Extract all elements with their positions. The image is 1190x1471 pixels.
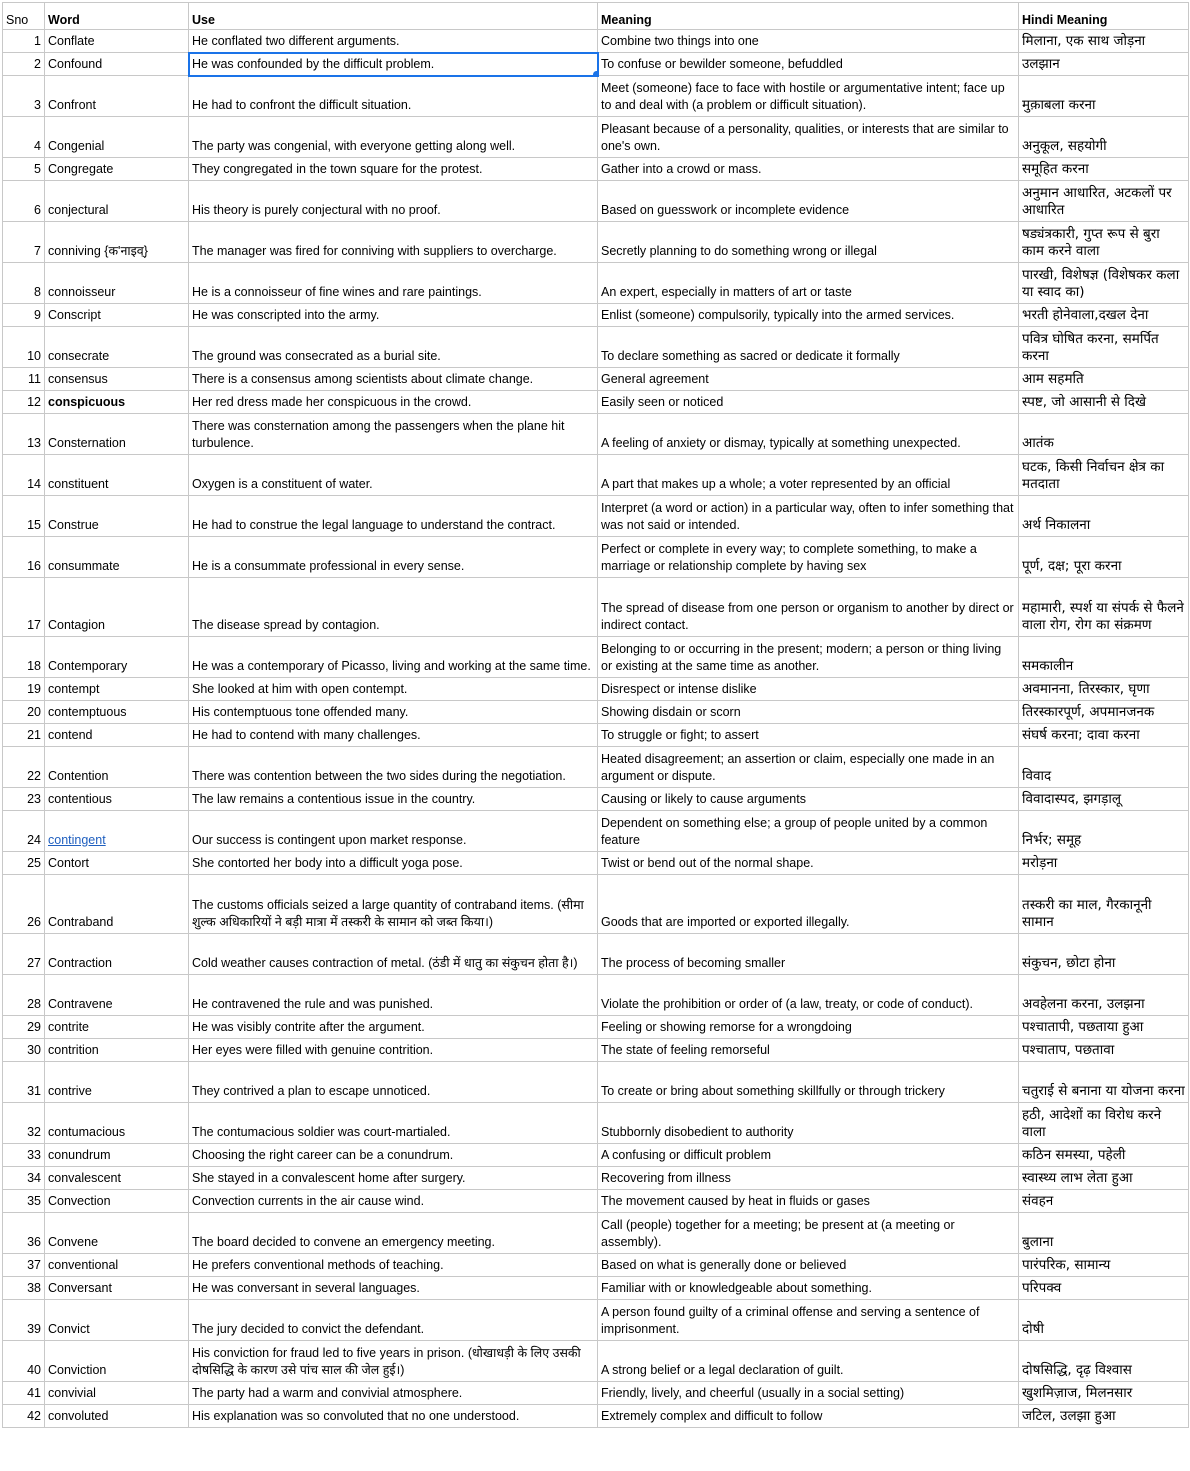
cell-word[interactable]: consecrate [45,327,189,368]
table-row [3,496,1189,537]
cell-word[interactable]: conjectural [45,181,189,222]
table-row [3,637,1189,678]
cell-use[interactable]: Convection currents in the air cause wind. [189,1190,598,1213]
header-word[interactable]: Word [45,3,189,30]
table-row [3,788,1189,811]
cell-use[interactable]: The party had a warm and convivial atmosphere. [189,1382,598,1405]
cell-use[interactable]: He was conscripted into the army. [189,304,598,327]
cell-sno[interactable]: 27 [3,934,45,975]
cell-sno[interactable]: 11 [3,368,45,391]
cell-hindi-meaning[interactable]: पारखी, विशेषज्ञ (विशेषकर कला या स्वाद का) [1019,263,1189,304]
cell-use[interactable]: The board decided to convene an emergency meeting. [189,1213,598,1254]
cell-use[interactable]: He had to contend with many challenges. [189,724,598,747]
table-row [3,1167,1189,1190]
cell-hindi-meaning[interactable]: स्पष्ट, जो आसानी से दिखे [1019,391,1189,414]
header-hindi-meaning[interactable]: Hindi Meaning [1019,3,1189,30]
cell-sno[interactable]: 19 [3,678,45,701]
cell-sno[interactable]: 25 [3,852,45,875]
cell-hindi-meaning[interactable]: पूर्ण, दक्ष; पूरा करना [1019,537,1189,578]
cell-use[interactable]: She stayed in a convalescent home after surgery. [189,1167,598,1190]
table-row [3,263,1189,304]
cell-sno[interactable]: 7 [3,222,45,263]
cell-hindi-meaning[interactable]: संघर्ष करना; दावा करना [1019,724,1189,747]
cell-meaning[interactable]: Based on what is generally done or believed [598,1254,1019,1277]
cell-word[interactable]: Convict [45,1300,189,1341]
cell-use[interactable]: He prefers conventional methods of teaching. [189,1254,598,1277]
cell-hindi-meaning[interactable]: संकुचन, छोटा होना [1019,934,1189,975]
cell-meaning[interactable]: Showing disdain or scorn [598,701,1019,724]
table-row [3,1382,1189,1405]
cell-sno[interactable]: 5 [3,158,45,181]
cell-use[interactable]: Our success is contingent upon market response. [189,811,598,852]
cell-meaning[interactable]: Meet (someone) face to face with hostile or argumentative intent; face up to and deal with (a problem or difficult situation). [598,76,1019,117]
cell-word[interactable]: Contraband [45,875,189,934]
cell-sno[interactable]: 37 [3,1254,45,1277]
cell-sno[interactable]: 3 [3,76,45,117]
cell-word[interactable]: contend [45,724,189,747]
cell-sno[interactable]: 23 [3,788,45,811]
cell-word[interactable]: contumacious [45,1103,189,1144]
cell-use[interactable]: His theory is purely conjectural with no proof. [189,181,598,222]
table-row [3,1016,1189,1039]
cell-word[interactable] [45,811,189,852]
cell-word[interactable]: Conviction [45,1341,189,1382]
cell-hindi-meaning[interactable]: मिलाना, एक साथ जोड़ना [1019,30,1189,53]
cell-meaning[interactable]: To declare something as sacred or dedicate it formally [598,327,1019,368]
cell-sno[interactable]: 16 [3,537,45,578]
table-row [3,1254,1189,1277]
table-row [3,701,1189,724]
table-row [3,1103,1189,1144]
cell-sno[interactable]: 33 [3,1144,45,1167]
cell-word[interactable]: Contravene [45,975,189,1016]
table-row [3,875,1189,934]
cell-sno[interactable]: 14 [3,455,45,496]
cell-meaning[interactable]: Secretly planning to do something wrong or illegal [598,222,1019,263]
table-row [3,934,1189,975]
cell-meaning[interactable]: Gather into a crowd or mass. [598,158,1019,181]
cell-word[interactable]: Contort [45,852,189,875]
table-row [3,1144,1189,1167]
cell-word[interactable]: contrition [45,1039,189,1062]
table-row [3,1277,1189,1300]
header-use[interactable]: Use [189,3,598,30]
cell-hindi-meaning[interactable]: अवहेलना करना, उलझना [1019,975,1189,1016]
cell-hindi-meaning[interactable]: दोषसिद्धि, दृढ़ विश्वास [1019,1341,1189,1382]
cell-use[interactable]: There was contention between the two sides during the negotiation. [189,747,598,788]
cell-word[interactable]: Confront [45,76,189,117]
table-row [3,414,1189,455]
table-row [3,222,1189,263]
cell-sno[interactable]: 13 [3,414,45,455]
cell-meaning[interactable]: To struggle or fight; to assert [598,724,1019,747]
cell-sno[interactable]: 32 [3,1103,45,1144]
cell-use[interactable]: Her red dress made her conspicuous in the crowd. [189,391,598,414]
cell-hindi-meaning[interactable]: चतुराई से बनाना या योजना करना [1019,1062,1189,1103]
cell-word[interactable]: contrite [45,1016,189,1039]
cell-sno[interactable]: 9 [3,304,45,327]
cell-word[interactable]: Convection [45,1190,189,1213]
cell-hindi-meaning[interactable]: अवमानना, तिरस्कार, घृणा [1019,678,1189,701]
cell-hindi-meaning[interactable]: स्वास्थ्य लाभ लेता हुआ [1019,1167,1189,1190]
cell-meaning[interactable]: Extremely complex and difficult to follow [598,1405,1019,1428]
table-row [3,1300,1189,1341]
cell-hindi-meaning[interactable]: षड्यंत्रकारी, गुप्त रूप से बुरा काम करने वाला [1019,222,1189,263]
table-row [3,578,1189,637]
table-row [3,368,1189,391]
cell-use[interactable]: There was consternation among the passengers when the plane hit turbulence. [189,414,598,455]
cell-meaning[interactable]: Goods that are imported or exported illegally. [598,875,1019,934]
cell-sno[interactable]: 29 [3,1016,45,1039]
cell-word[interactable]: convivial [45,1382,189,1405]
cell-meaning[interactable]: Dependent on something else; a group of people united by a common feature [598,811,1019,852]
header-row [3,3,1189,30]
cell-hindi-meaning[interactable]: अर्थ निकालना [1019,496,1189,537]
table-row [3,30,1189,53]
table-row [3,1190,1189,1213]
cell-word[interactable]: contentious [45,788,189,811]
cell-use[interactable]: He conflated two different arguments. [189,30,598,53]
cell-word[interactable]: Contention [45,747,189,788]
cell-use[interactable]: He contravened the rule and was punished. [189,975,598,1016]
table-row [3,76,1189,117]
cell-use[interactable]: The contumacious soldier was court-martialed. [189,1103,598,1144]
cell-word[interactable]: contrive [45,1062,189,1103]
cell-sno[interactable]: 12 [3,391,45,414]
cell-use[interactable]: The disease spread by contagion. [189,578,598,637]
cell-sno[interactable]: 42 [3,1405,45,1428]
cell-word[interactable]: convoluted [45,1405,189,1428]
cell-word[interactable]: conniving {क'नाइव्} [45,222,189,263]
cell-meaning[interactable]: Heated disagreement; an assertion or claim, especially one made in an argument or dispute. [598,747,1019,788]
table-row [3,304,1189,327]
table-row [3,724,1189,747]
cell-sno[interactable]: 26 [3,875,45,934]
table-body [3,30,1189,1428]
cell-use[interactable]: Choosing the right career can be a conundrum. [189,1144,598,1167]
cell-meaning[interactable]: Causing or likely to cause arguments [598,788,1019,811]
cell-sno[interactable]: 31 [3,1062,45,1103]
cell-use[interactable]: He had to confront the difficult situation. [189,76,598,117]
table-row [3,327,1189,368]
cell-use[interactable]: His explanation was so convoluted that no one understood. [189,1405,598,1428]
cell-hindi-meaning[interactable]: संवहन [1019,1190,1189,1213]
cell-use[interactable]: The jury decided to convict the defendant. [189,1300,598,1341]
cell-hindi-meaning[interactable]: कठिन समस्या, पहेली [1019,1144,1189,1167]
cell-hindi-meaning[interactable]: घटक, किसी निर्वाचन क्षेत्र का मतदाता [1019,455,1189,496]
cell-use[interactable]: He was conversant in several languages. [189,1277,598,1300]
cell-word[interactable]: Congregate [45,158,189,181]
cell-sno[interactable]: 35 [3,1190,45,1213]
cell-sno[interactable]: 18 [3,637,45,678]
cell-sno[interactable]: 17 [3,578,45,637]
cell-meaning[interactable]: Call (people) together for a meeting; be present at (a meeting or assembly). [598,1213,1019,1254]
cell-sno[interactable]: 1 [3,30,45,53]
cell-hindi-meaning[interactable]: आम सहमति [1019,368,1189,391]
vocabulary-table [2,2,1189,1428]
cell-word[interactable]: convalescent [45,1167,189,1190]
cell-use[interactable]: He was confounded by the difficult problem. [189,53,598,76]
cell-meaning[interactable]: Interpret (a word or action) in a particular way, often to infer something that was not said or intended. [598,496,1019,537]
cell-meaning[interactable]: A feeling of anxiety or dismay, typically at something unexpected. [598,414,1019,455]
table-row [3,391,1189,414]
cell-use[interactable]: They contrived a plan to escape unnoticed. [189,1062,598,1103]
cell-meaning[interactable]: Disrespect or intense dislike [598,678,1019,701]
cell-hindi-meaning[interactable]: पवित्र घोषित करना, समर्पित करना [1019,327,1189,368]
cell-hindi-meaning[interactable]: भरती होनेवाला,दखल देना [1019,304,1189,327]
cell-use[interactable]: The party was congenial, with everyone getting along well. [189,117,598,158]
cell-use[interactable]: Her eyes were filled with genuine contrition. [189,1039,598,1062]
cell-meaning[interactable]: A part that makes up a whole; a voter represented by an official [598,455,1019,496]
cell-meaning[interactable]: Enlist (someone) compulsorily, typically into the armed services. [598,304,1019,327]
word-link[interactable]: contingent [48,833,106,847]
header-sno[interactable]: Sno [3,3,45,30]
cell-sno[interactable]: 2 [3,53,45,76]
table-row [3,1341,1189,1382]
cell-use[interactable]: Oxygen is a constituent of water. [189,455,598,496]
table-row [3,1039,1189,1062]
cell-word[interactable]: conspicuous [45,391,189,414]
cell-hindi-meaning[interactable]: पश्चातापी, पछताया हुआ [1019,1016,1189,1039]
cell-use[interactable]: He had to construe the legal language to understand the contract. [189,496,598,537]
cell-word[interactable]: Construe [45,496,189,537]
cell-hindi-meaning[interactable]: अनुकूल, सहयोगी [1019,117,1189,158]
selection-fill-handle[interactable] [592,70,598,76]
cell-meaning[interactable]: To confuse or bewilder someone, befuddled [598,53,1019,76]
cell-meaning[interactable]: Familiar with or knowledgeable about something. [598,1277,1019,1300]
cell-use[interactable]: He is a connoisseur of fine wines and rare paintings. [189,263,598,304]
cell-hindi-meaning[interactable]: समूहित करना [1019,158,1189,181]
cell-hindi-meaning[interactable]: अनुमान आधारित, अटकलों पर आधारित [1019,181,1189,222]
table-row [3,852,1189,875]
table-row [3,811,1189,852]
cell-word[interactable]: constituent [45,455,189,496]
cell-meaning[interactable]: To create or bring about something skillfully or through trickery [598,1062,1019,1103]
cell-hindi-meaning[interactable]: विवादास्पद, झगड़ालू [1019,788,1189,811]
cell-use[interactable]: She looked at him with open contempt. [189,678,598,701]
cell-hindi-meaning[interactable]: बुलाना [1019,1213,1189,1254]
cell-hindi-meaning[interactable]: विवाद [1019,747,1189,788]
cell-use[interactable]: He is a consummate professional in every sense. [189,537,598,578]
header-meaning[interactable]: Meaning [598,3,1019,30]
cell-use[interactable]: He was a contemporary of Picasso, living and working at the same time. [189,637,598,678]
cell-meaning[interactable]: Stubbornly disobedient to authority [598,1103,1019,1144]
cell-word[interactable]: conventional [45,1254,189,1277]
cell-meaning[interactable]: Recovering from illness [598,1167,1019,1190]
cell-meaning[interactable]: Perfect or complete in every way; to complete something, to make a marriage or relationship complete by having sex [598,537,1019,578]
cell-use[interactable]: The ground was consecrated as a burial site. [189,327,598,368]
cell-word[interactable]: Contagion [45,578,189,637]
table-row [3,537,1189,578]
table-row [3,1213,1189,1254]
cell-use[interactable]: The manager was fired for conniving with suppliers to overcharge. [189,222,598,263]
cell-hindi-meaning[interactable]: निर्भर; समूह [1019,811,1189,852]
cell-meaning[interactable]: Belonging to or occurring in the present; modern; a person or thing living or existing at the same time as another. [598,637,1019,678]
table-row [3,975,1189,1016]
cell-meaning[interactable]: Feeling or showing remorse for a wrongdoing [598,1016,1019,1039]
cell-hindi-meaning[interactable]: दोषी [1019,1300,1189,1341]
cell-meaning[interactable]: A person found guilty of a criminal offense and serving a sentence of imprisonment. [598,1300,1019,1341]
cell-hindi-meaning[interactable]: हठी, आदेशों का विरोध करने वाला [1019,1103,1189,1144]
cell-hindi-meaning[interactable]: समकालीन [1019,637,1189,678]
cell-use[interactable]: There is a consensus among scientists about climate change. [189,368,598,391]
cell-meaning[interactable]: Violate the prohibition or order of (a law, treaty, or code of conduct). [598,975,1019,1016]
cell-use[interactable]: His contemptuous tone offended many. [189,701,598,724]
cell-use[interactable]: She contorted her body into a difficult yoga pose. [189,852,598,875]
cell-hindi-meaning[interactable]: जटिल, उलझा हुआ [1019,1405,1189,1428]
cell-word[interactable]: Convene [45,1213,189,1254]
cell-sno[interactable]: 10 [3,327,45,368]
cell-meaning[interactable]: The movement caused by heat in fluids or gases [598,1190,1019,1213]
table-row [3,181,1189,222]
cell-use[interactable]: The law remains a contentious issue in the country. [189,788,598,811]
cell-sno[interactable]: 6 [3,181,45,222]
cell-hindi-meaning[interactable]: उलझान [1019,53,1189,76]
cell-word[interactable]: Contemporary [45,637,189,678]
cell-use[interactable]: Cold weather causes contraction of metal. (ठंडी में धातु का संकुचन होता है।) [189,934,598,975]
cell-word[interactable]: conundrum [45,1144,189,1167]
cell-word[interactable]: consensus [45,368,189,391]
table-row [3,53,1189,76]
cell-word[interactable]: Congenial [45,117,189,158]
cell-sno[interactable]: 20 [3,701,45,724]
table-row [3,158,1189,181]
cell-sno[interactable]: 24 [3,811,45,852]
cell-meaning[interactable]: A confusing or difficult problem [598,1144,1019,1167]
cell-hindi-meaning[interactable]: मरोड़ना [1019,852,1189,875]
cell-hindi-meaning[interactable]: मुक़ाबला करना [1019,76,1189,117]
cell-sno[interactable]: 4 [3,117,45,158]
cell-sno[interactable]: 38 [3,1277,45,1300]
cell-sno[interactable]: 15 [3,496,45,537]
cell-hindi-meaning[interactable]: तिरस्कारपूर्ण, अपमानजनक [1019,701,1189,724]
cell-meaning[interactable]: The state of feeling remorseful [598,1039,1019,1062]
table-row [3,117,1189,158]
cell-hindi-meaning[interactable]: पश्चाताप, पछतावा [1019,1039,1189,1062]
cell-use[interactable]: His conviction for fraud led to five years in prison. (धोखाधड़ी के लिए उसकी दोषसिद्धि के कारण उसे पांच साल की जेल हुई।) [189,1341,598,1382]
cell-hindi-meaning[interactable]: तस्करी का माल, गैरकानूनी सामान [1019,875,1189,934]
cell-word[interactable]: Confound [45,53,189,76]
cell-sno[interactable]: 22 [3,747,45,788]
cell-word[interactable]: Contraction [45,934,189,975]
cell-hindi-meaning[interactable]: परिपक्व [1019,1277,1189,1300]
cell-meaning[interactable]: The spread of disease from one person or organism to another by direct or indirect contact. [598,578,1019,637]
cell-meaning[interactable]: Pleasant because of a personality, qualities, or interests that are similar to one's own. [598,117,1019,158]
cell-hindi-meaning[interactable]: खुशमिज़ाज, मिलनसार [1019,1382,1189,1405]
cell-meaning[interactable]: Twist or bend out of the normal shape. [598,852,1019,875]
cell-meaning[interactable]: Based on guesswork or incomplete evidence [598,181,1019,222]
cell-word[interactable]: contemptuous [45,701,189,724]
table-row [3,678,1189,701]
table-row [3,747,1189,788]
cell-sno[interactable]: 30 [3,1039,45,1062]
cell-word[interactable]: connoisseur [45,263,189,304]
cell-meaning[interactable]: General agreement [598,368,1019,391]
cell-word[interactable]: consummate [45,537,189,578]
cell-sno[interactable]: 39 [3,1300,45,1341]
cell-word[interactable]: Conversant [45,1277,189,1300]
cell-word[interactable]: Consternation [45,414,189,455]
cell-use[interactable]: The customs officials seized a large quantity of contraband items. (सीमा शुल्क अधिकारियों ने बड़ी मात्रा में तस्करी के सामान को जब्त किया।) [189,875,598,934]
cell-sno[interactable]: 36 [3,1213,45,1254]
cell-meaning[interactable]: Friendly, lively, and cheerful (usually in a social setting) [598,1382,1019,1405]
cell-meaning[interactable]: A strong belief or a legal declaration of guilt. [598,1341,1019,1382]
cell-hindi-meaning[interactable]: आतंक [1019,414,1189,455]
cell-meaning[interactable]: An expert, especially in matters of art or taste [598,263,1019,304]
cell-sno[interactable]: 28 [3,975,45,1016]
cell-word[interactable]: Conflate [45,30,189,53]
cell-meaning[interactable]: The process of becoming smaller [598,934,1019,975]
cell-sno[interactable]: 21 [3,724,45,747]
cell-word[interactable]: Conscript [45,304,189,327]
cell-word[interactable]: contempt [45,678,189,701]
cell-hindi-meaning[interactable]: महामारी, स्पर्श या संपर्क से फैलने वाला रोग, रोग का संक्रमण [1019,578,1189,637]
cell-use[interactable]: He was visibly contrite after the argument. [189,1016,598,1039]
table-row [3,1405,1189,1428]
cell-sno[interactable]: 34 [3,1167,45,1190]
cell-meaning[interactable]: Combine two things into one [598,30,1019,53]
cell-sno[interactable]: 8 [3,263,45,304]
cell-sno[interactable]: 41 [3,1382,45,1405]
table-row [3,1062,1189,1103]
cell-use[interactable]: They congregated in the town square for the protest. [189,158,598,181]
table-row [3,455,1189,496]
cell-meaning[interactable]: Easily seen or noticed [598,391,1019,414]
cell-hindi-meaning[interactable]: पारंपरिक, सामान्य [1019,1254,1189,1277]
cell-sno[interactable]: 40 [3,1341,45,1382]
